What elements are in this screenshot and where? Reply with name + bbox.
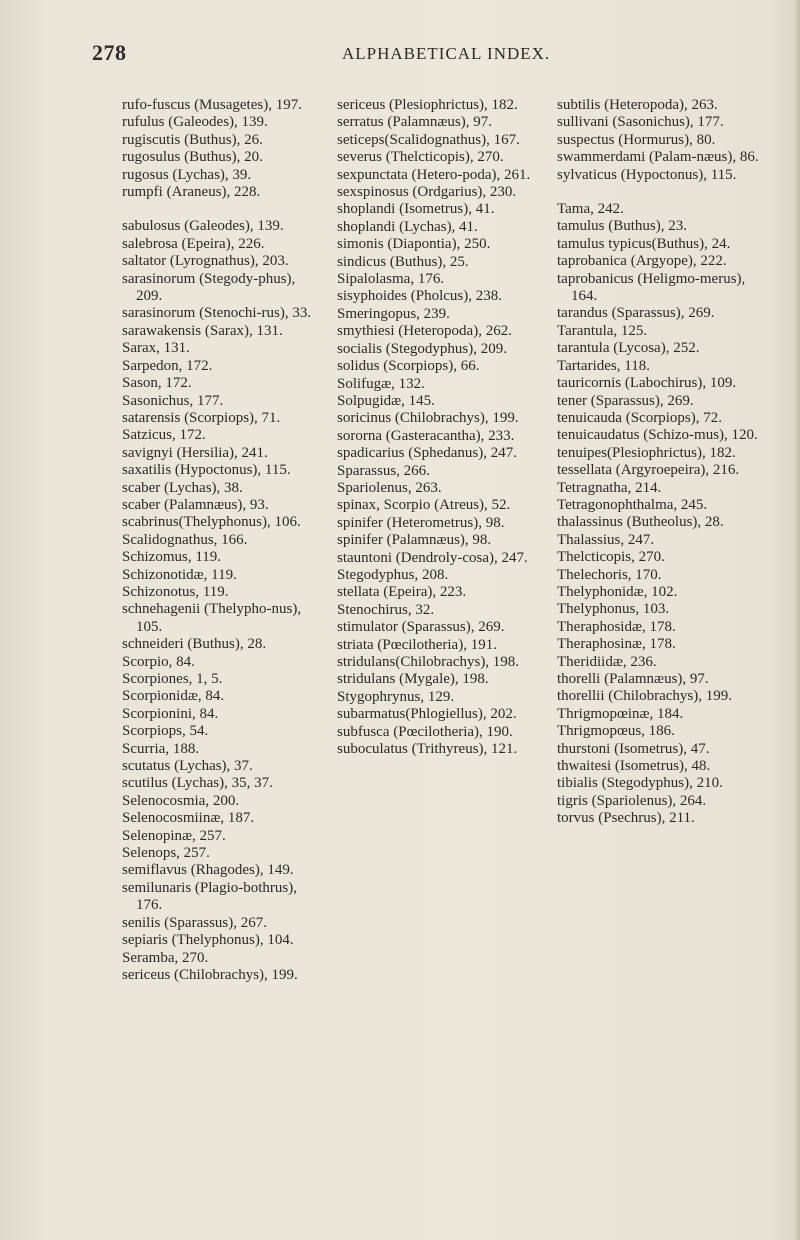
- index-entry: sabulosus (Galeodes), 139.: [122, 218, 284, 235]
- index-entry: subtilis (Heteropoda), 263.: [557, 97, 718, 113]
- index-entry: sindicus (Buthus), 25.: [337, 253, 469, 270]
- index-entry: scabrinus(Thelyphonus), 106.: [122, 514, 301, 531]
- index-entry: sarasinorum (Stenochi-rus), 33.: [122, 305, 312, 322]
- index-entry: tigris (Spariolenus), 264.: [557, 792, 707, 809]
- index-column-1: [122, 97, 322, 984]
- index-entry: spinax, Scorpio (Atreus), 52.: [337, 497, 511, 514]
- index-entry: schneideri (Buthus), 28.: [122, 636, 267, 653]
- index-entry: subfusca (Pœcilotheria), 190.: [337, 723, 513, 740]
- index-entry: sullivani (Sasonichus), 177.: [557, 114, 724, 131]
- index-entry: stimulator (Sparassus), 269.: [337, 619, 505, 636]
- index-entry: scutatus (Lychas), 37.: [122, 758, 253, 775]
- index-entry: sarasinorum (Stegody-phus), 209.: [122, 270, 296, 305]
- index-entry: smythiesi (Heteropoda), 262.: [337, 323, 512, 340]
- index-entry: salebrosa (Epeira), 226.: [122, 235, 265, 252]
- index-entry: Smeringopus, 239.: [337, 305, 450, 322]
- index-entry: Thelyphonidæ, 102.: [557, 583, 678, 600]
- index-entry: Sarpedon, 172.: [122, 357, 213, 374]
- index-column-2: [337, 97, 542, 758]
- index-entry: savignyi (Hersilia), 241.: [122, 444, 268, 461]
- index-entry: suboculatus (Trithyreus), 121.: [337, 741, 518, 758]
- index-entry: Scorpionidæ, 84.: [122, 688, 225, 705]
- index-entry: Selenocosmia, 200.: [122, 792, 240, 809]
- index-entry: stellata (Epeira), 223.: [337, 584, 467, 601]
- index-entry: sororna (Gasteracantha), 233.: [337, 427, 515, 444]
- index-entry: tibialis (Stegodyphus), 210.: [557, 775, 723, 792]
- index-entry: sericeus (Plesiophrictus), 182.: [337, 97, 518, 113]
- index-entry: sarawakensis (Sarax), 131.: [122, 322, 283, 339]
- index-entry: Schizonotidæ, 119.: [122, 566, 237, 583]
- index-entry: Sasonichus, 177.: [122, 392, 224, 409]
- index-entry: Sipalolasma, 176.: [337, 271, 445, 288]
- index-entry: subarmatus(Phlogiellus), 202.: [337, 706, 517, 723]
- index-entry: Schizonotus, 119.: [122, 583, 229, 600]
- index-entry: Scalidognathus, 166.: [122, 531, 248, 548]
- index-entry: scutilus (Lychas), 35, 37.: [122, 775, 273, 792]
- index-entry: semilunaris (Plagio-bothrus), 176.: [122, 879, 297, 914]
- index-entry: stridulans(Chilobrachys), 198.: [337, 654, 520, 670]
- index-entry: Satzicus, 172.: [122, 427, 206, 444]
- index-entry: Scorpiones, 1, 5.: [122, 671, 223, 687]
- index-entry: shoplandi (Isometrus), 41.: [337, 201, 495, 218]
- index-entry: scaber (Palamnæus), 93.: [122, 496, 269, 513]
- index-entry: Schizomus, 119.: [122, 549, 222, 566]
- index-entry: thalassinus (Butheolus), 28.: [557, 514, 724, 531]
- index-entry: shoplandi (Lychas), 41.: [337, 218, 478, 235]
- index-entry: scaber (Lychas), 38.: [122, 479, 243, 496]
- index-entry: socialis (Stegodyphus), 209.: [337, 340, 507, 357]
- index-entry: Scorpiops, 54.: [122, 723, 209, 740]
- index-entry: Tetragonophthalma, 245.: [557, 496, 708, 513]
- index-entry: Tarantula, 125.: [557, 322, 648, 339]
- index-entry: torvus (Psechrus), 211.: [557, 810, 695, 827]
- index-entry: tenuipes(Plesiophrictus), 182.: [557, 444, 736, 461]
- index-entry: tamulus typicus(Buthus), 24.: [557, 235, 731, 252]
- index-entry: severus (Thelcticopis), 270.: [337, 149, 504, 166]
- index-entry: Thelyphonus, 103.: [557, 601, 670, 618]
- index-entry: Sparassus, 266.: [337, 462, 430, 479]
- index-entry: sylvaticus (Hypoctonus), 115.: [557, 166, 737, 183]
- index-entry: Scurria, 188.: [122, 740, 200, 757]
- index-entry: saltator (Lyrognathus), 203.: [122, 253, 289, 270]
- page-number: 278: [92, 40, 127, 65]
- index-entry: Stegodyphus, 208.: [337, 566, 449, 583]
- index-entry: tarandus (Sparassus), 269.: [557, 305, 715, 322]
- index-entry: spinifer (Palamnæus), 98.: [337, 532, 492, 549]
- index-entry: Scorpionini, 84.: [122, 705, 219, 722]
- index-entry: Selenopinæ, 257.: [122, 827, 226, 844]
- index-entry: Stenochirus, 32.: [337, 601, 435, 618]
- index-entry: tessellata (Argyroepeira), 216.: [557, 462, 740, 479]
- index-entry: sisyphoides (Pholcus), 238.: [337, 288, 502, 305]
- index-entry: seticeps(Scalidognathus), 167.: [337, 131, 520, 148]
- index-entry: satarensis (Scorpiops), 71.: [122, 409, 281, 426]
- index-entry: saxatilis (Hypoctonus), 115.: [122, 462, 291, 479]
- page-header: [92, 40, 772, 70]
- index-entry: Seramba, 270.: [122, 949, 209, 966]
- index-entry: Sarax, 131.: [122, 340, 190, 357]
- index-entry: rugiscutis (Buthus), 26.: [122, 131, 263, 148]
- index-entry: solidus (Scorpiops), 66.: [337, 358, 480, 375]
- index-entry: Selenops, 257.: [122, 845, 210, 862]
- page-edge: [794, 0, 800, 1240]
- index-entry: Sason, 172.: [122, 375, 192, 392]
- index-entry: Solpugidæ, 145.: [337, 392, 435, 409]
- index-entry: thorelli (Palamnæus), 97.: [557, 671, 709, 687]
- index-entry: Theraphosinæ, 178.: [557, 636, 676, 653]
- index-entry: Thrigmopœus, 186.: [557, 723, 675, 740]
- index-entry: serratus (Palamnæus), 97.: [337, 114, 492, 131]
- index-entry: taprobanica (Argyope), 222.: [557, 253, 727, 270]
- index-entry: Tartarides, 118.: [557, 357, 650, 374]
- index-entry: Theridiidæ, 236.: [557, 653, 657, 670]
- index-entry: schnehagenii (Thelypho-nus), 105.: [122, 601, 302, 635]
- index-entry: sexspinosus (Ordgarius), 230.: [337, 184, 517, 201]
- index-entry: rumpfi (Araneus), 228.: [122, 184, 261, 201]
- index-entry: sepiaris (Thelyphonus), 104.: [122, 932, 294, 949]
- index-entry: Spariolenus, 263.: [337, 479, 442, 496]
- index-entry: stauntoni (Dendroly-cosa), 247.: [337, 549, 528, 566]
- index-entry: rufulus (Galeodes), 139.: [122, 114, 268, 131]
- index-entry: thurstoni (Isometrus), 47.: [557, 740, 710, 757]
- index-entry: tenuicauda (Scorpiops), 72.: [557, 409, 722, 426]
- index-entry: simonis (Diapontia), 250.: [337, 236, 491, 253]
- index-entry: spadicarius (Sphedanus), 247.: [337, 445, 517, 462]
- index-entry: senilis (Sparassus), 267.: [122, 914, 267, 931]
- index-entry: Selenocosmiinæ, 187.: [122, 810, 255, 827]
- index-entry: striata (Pœcilotheria), 191.: [337, 636, 497, 653]
- index-entry: thorellii (Chilobrachys), 199.: [557, 688, 732, 705]
- index-entry: rufo-fuscus (Musagetes), 197.: [122, 97, 302, 113]
- index-entry: sericeus (Chilobrachys), 199.: [122, 966, 298, 983]
- index-entry: Thrigmopœinæ, 184.: [557, 705, 684, 722]
- index-entry: Stygophrynus, 129.: [337, 688, 455, 705]
- index-entry: Tama, 242.: [557, 201, 624, 218]
- index-entry: sexpunctata (Hetero-poda), 261.: [337, 166, 531, 183]
- running-head: ALPHABETICAL INDEX.: [342, 44, 551, 63]
- index-entry: Thelechoris, 170.: [557, 566, 662, 583]
- index-entry: suspectus (Hormurus), 80.: [557, 131, 716, 148]
- index-entry: Solifugæ, 132.: [337, 375, 425, 392]
- index-entry: Thalassius, 247.: [557, 531, 655, 548]
- index-entry: rugosus (Lychas), 39.: [122, 166, 252, 183]
- index-entry: swammerdami (Palam-næus), 86.: [557, 149, 759, 166]
- index-entry: tarantula (Lycosa), 252.: [557, 340, 700, 357]
- index-column-3: [557, 97, 767, 828]
- index-entry: stridulans (Mygale), 198.: [337, 671, 489, 688]
- index-entry: thwaitesi (Isometrus), 48.: [557, 758, 711, 775]
- index-entry: rugosulus (Buthus), 20.: [122, 149, 263, 166]
- index-entry: tauricornis (Labochirus), 109.: [557, 375, 737, 392]
- index-entry: semiflavus (Rhagodes), 149.: [122, 862, 294, 879]
- index-entry: tener (Sparassus), 269.: [557, 392, 694, 409]
- index-entry: Thelcticopis, 270.: [557, 549, 665, 566]
- index-entry: spinifer (Heterometrus), 98.: [337, 514, 505, 531]
- index-entry: tenuicaudatus (Schizo-mus), 120.: [557, 427, 758, 444]
- index-entry: Tetragnatha, 214.: [557, 479, 662, 496]
- index-entry: Scorpio, 84.: [122, 653, 195, 670]
- index-entry: tamulus (Buthus), 23.: [557, 218, 687, 235]
- index-entry: Theraphosidæ, 178.: [557, 618, 676, 635]
- index-entry: soricinus (Chilobrachys), 199.: [337, 410, 519, 427]
- index-entry: taprobanicus (Heligmo-merus), 164.: [557, 270, 746, 305]
